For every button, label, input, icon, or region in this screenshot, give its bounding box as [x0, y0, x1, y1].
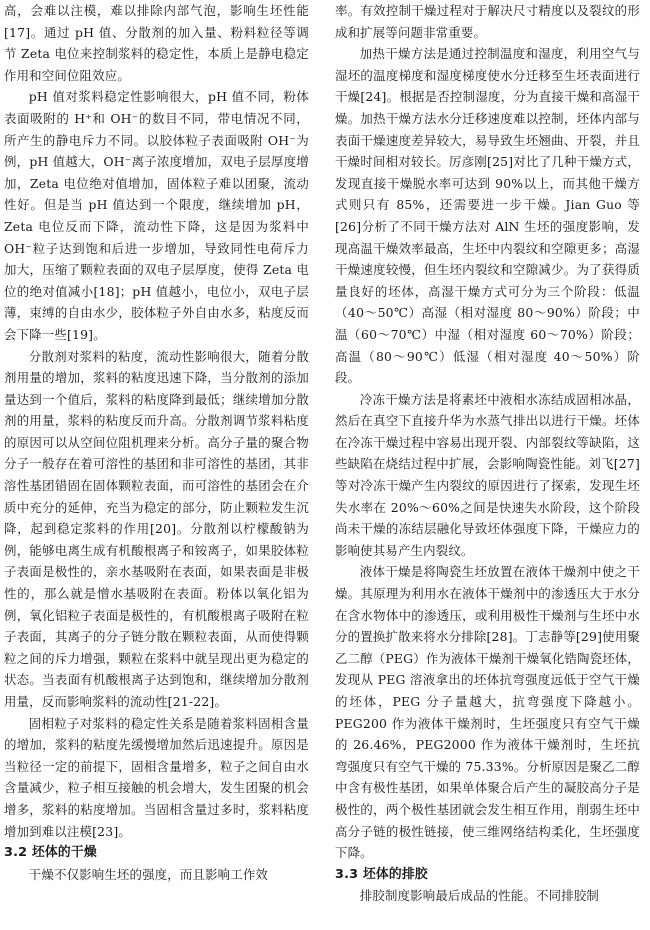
left-paragraph-2: pH 值对浆料稳定性影响很大，pH 值不同，粉体表面吸附的 H⁺和 OH⁻的数目不同，带电情况不同，所产生的静电斥力不同。以胶体粒子表面吸附 OH⁻为例，pH 值越大，OH⁻离子浓度增加，双电子层厚度增加，Zeta 电位绝对值增加，固体粒子难以团聚，流动性好。但是当 pH 值达到一个限度，继续增加 pH，Zeta 电位反而下降，流动性下降，这是因为浆料中 OH⁻粒子达到饱和后进一步增加，导致同性电荷斥力加大，压缩了颗粒表面的双电子层厚度，使得 Zeta 电位的绝对值减小[18]；pH 值越小，电位小，双电子层薄，束缚的自由水少，胶体粒子外自由水多，粘度反而会下降一些[19]。 — [4, 89, 309, 342]
left-paragraph-1: 高，会难以注模，难以排除内部气泡，影响生坯性能[17]。通过 pH 值、分散剂的加入量、粉料粒径等调节 Zeta 电位来控制浆料的稳定性，本质上是静电稳定作用和空间位阻效应。 — [4, 3, 309, 83]
right-column — [335, 0, 640, 907]
right-paragraph-1: 率。有效控制干燥过程对于解决尺寸精度以及裂纹的形成和扩展等问题非常重要。 — [335, 3, 640, 40]
right-paragraph-5: 排胶制度影响最后成品的性能。不同排胶制 — [359, 888, 600, 904]
section-heading-3-2: 3.2 坯体的干燥 — [4, 845, 97, 861]
left-paragraph-4: 固相粒子对浆料的稳定性关系是随着浆料固相含量的增加，浆料的粘度先缓慢增加然后迅速提升。原因是当粒径一定的前提下，固相含量增多，粒子之间自由水含量减少，粒子相互接触的机会增大，发生团聚的机会增多，浆料的粘度增加。当固相含量过多时，浆料粘度增加到难以注模[23]。 — [4, 715, 309, 839]
left-paragraph-5: 干燥不仅影响生坯的强度，而且影响工作效 — [28, 866, 269, 882]
right-paragraph-4: 液体干燥是将陶瓷生坯放置在液体干燥剂中使之干燥。其原理为利用水在液体干燥剂中的渗透压大于水分在含水物体中的渗透压，或利用极性干燥剂与生坯中水分的置换扩散来将水分排除[28]。丁志静等[29]使用聚乙二醇（PEG）作为液体干燥剂干燥氧化锆陶瓷坯体，发现从 PEG 溶液拿出的坯体抗弯强度远低于空气干燥的坯体，PEG 分子量越大，抗弯强度下降越小。PEG200 作为液体干燥剂时，生坯强度只有空气干燥的 26.46%，PEG2000 作为液体干燥剂时，生坯抗弯强度只有空气干燥的 75.33%。分析原因是聚乙二醇中含有极性基团，如果单体聚合后产生的凝胶高分子是极性的，两个极性基团就会发生相互作用，削弱生坯中高分子链的极性链接，使三维网络结构柔化，生坯强度下降。 — [335, 564, 640, 861]
left-paragraph-3: 分散剂对浆料的粘度，流动性影响很大，随着分散剂用量的增加，浆料的粘度迅速下降，当分散剂的添加量达到一个值后，浆料的粘度降到最低；继续增加分散剂的用量，浆料的粘度反而升高。分散剂调节浆料粘度的原因可以从空间位阻机理来分析。高分子量的聚合物分子一般存在着可溶性的基团和非可溶性的基团，其非溶性基团错固在固体颗粒表面，而可溶性的基团会在介质中充分的延伸，充当为稳定的部分，防止颗粒发生沉降，起到稳定浆料的作用[20]。分散剂以柠檬酸钠为例，能够电离生成有机酸根离子和铵离子，如果胶体粒子表面是极性的，亲水基吸附在表面，如果表面是非极性的，那么就是憎水基吸附在表面。粉体以氧化铝为例，氧化铝粒子表面是极性的，有机酸根离子吸附在粒子表面，其离子的分子链分散在颗粒表面，从而使得颗粒之间的斥力增强，颗粒在浆料中就呈现出更为稳定的状态。当表面有机酸根离子达到饱和，继续增加分散剂用量，反而影响浆料的流动性[21-22]。 — [4, 348, 309, 709]
section-heading-3-3: 3.3 坯体的排胶 — [335, 866, 428, 882]
right-paragraph-3: 冷冻干燥方法是将素坯中液相水冻结成固相冰晶，然后在真空下直接升华为水蒸气排出以进行干燥。坯体在冷冻干燥过程中容易出现开裂、内部裂纹等缺陷，这些缺陷在烧结过程中扩展，会影响陶瓷性能。刘飞[27]等对冷冻干燥产生内裂纹的原因进行了探索，发现生坯失水率在 20%～60%之间是快速失水阶段，这个阶段尚未干燥的冻结层融化导致坯体强度下降，干燥应力的影响使其易产生内裂纹。 — [335, 391, 640, 558]
left-column — [4, 0, 309, 885]
right-paragraph-2: 加热干燥方法是通过控制温度和湿度，利用空气与湿坯的温度梯度和湿度梯度使水分迁移至生坯表面进行干燥[24]。根据是否控制湿度，分为直接干燥和高湿干燥。加热干燥方法水分迁移速度难以控制，坯体内部与表面干燥速度差异较大，易导致生坯翘曲、开裂，并且干燥时间相对较长。厉彦刚[25]对比了几种干燥方式，发现直接干燥脱水率可达到 90%以上，而其他干燥方式则只有 85%，还需要进一步干燥。Jian Guo 等[26]分析了不同干燥方法对 AlN 生坯的强度影响，发现高温干燥效率最高，生坯中内裂纹和空隙更多；高湿干燥速度较慢，但生坯内裂纹和空隙减少。为了获得质量良好的坯体，高湿干燥方式可分为三个阶段：低温（40～50℃）高湿（相对湿度 80～90%）阶段；中温（60～70℃）中湿（相对湿度 60～70%）阶段；高温（80～90℃）低湿（相对湿度 40～50%）阶段。 — [335, 46, 640, 386]
